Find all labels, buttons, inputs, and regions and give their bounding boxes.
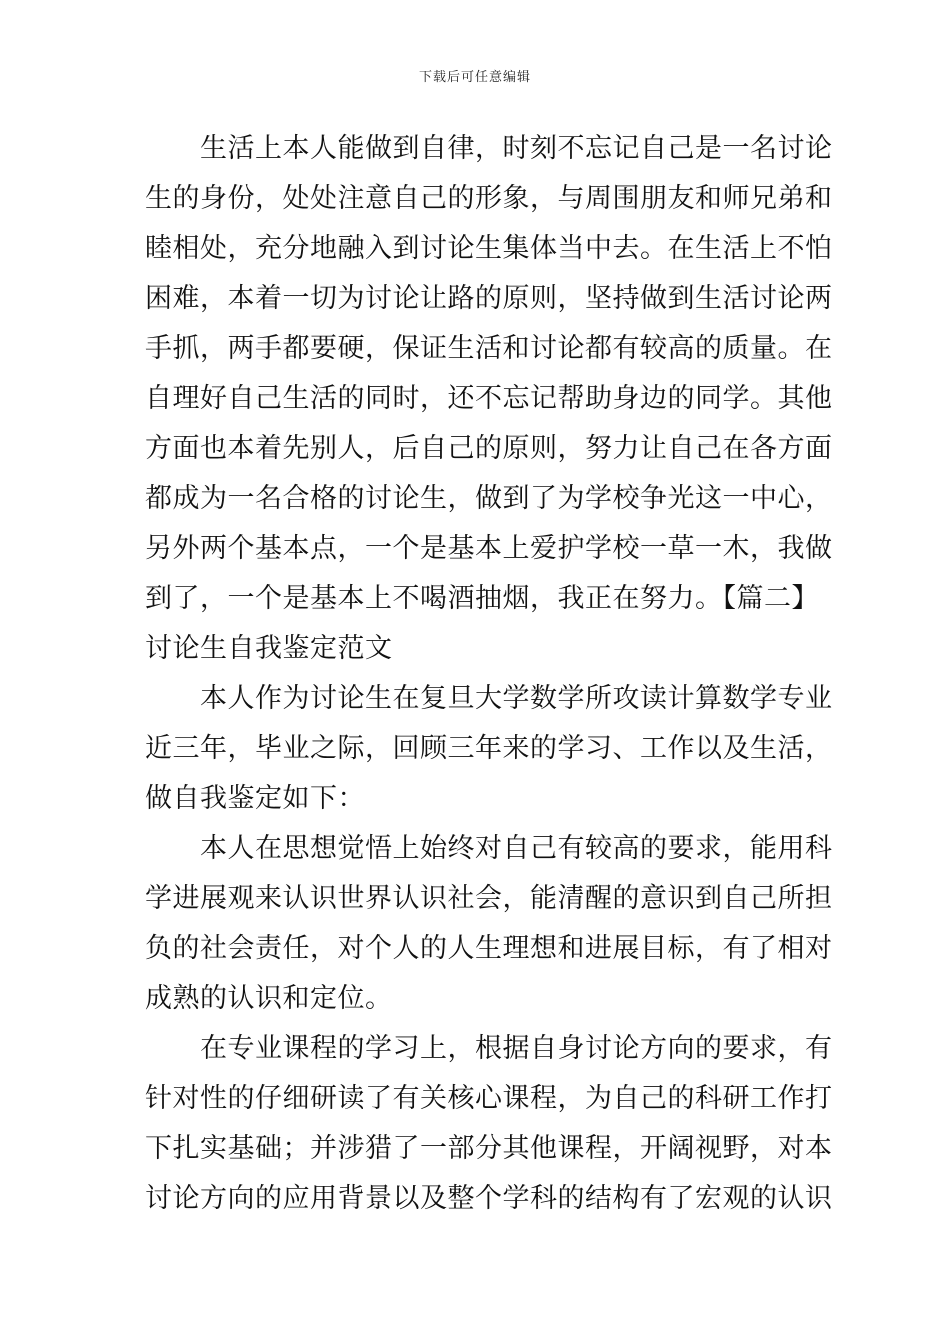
text-line: 手抓，两手都要硬，保证生活和讨论都有较高的质量。在 [145,333,833,364]
text-line: 到了，一个是基本上不喝酒抽烟，我正在努力。【篇二】 [145,583,819,614]
text-line: 睦相处，充分地融入到讨论生集体当中去。在生活上不怕 [145,233,833,264]
text-line: 成熟的认识和定位。 [145,983,393,1014]
document-body [145,124,833,1224]
text-line: 本人作为讨论生在复旦大学数学所攻读计算数学专业 [145,683,833,714]
text-line: 讨论方向的应用背景以及整个学科的结构有了宏观的认识 [145,1183,833,1214]
text-line: 在专业课程的学习上，根据自身讨论方向的要求，有 [145,1033,833,1064]
text-line: 自理好自己生活的同时，还不忘记帮助身边的同学。其他 [145,383,833,414]
section-title-line: 讨论生自我鉴定范文 [145,633,393,664]
text-line: 困难，本着一切为讨论让路的原则，坚持做到生活讨论两 [145,283,833,314]
text-line: 另外两个基本点，一个是基本上爱护学校一草一木，我做 [145,533,833,564]
text-line: 生活上本人能做到自律，时刻不忘记自己是一名讨论 [145,133,833,164]
text-line: 负的社会责任，对个人的人生理想和进展目标，有了相对 [145,933,833,964]
text-line: 近三年，毕业之际，回顾三年来的学习、工作以及生活， [145,733,833,764]
text-line: 生的身份，处处注意自己的形象，与周围朋友和师兄弟和 [145,183,833,214]
text-line: 本人在思想觉悟上始终对自己有较高的要求，能用科 [145,833,833,864]
text-line: 都成为一名合格的讨论生，做到了为学校争光这一中心， [145,483,833,514]
header-note: 下载后可任意编辑 [418,70,531,85]
text-line: 下扎实基础；并涉猎了一部分其他课程，开阔视野，对本 [145,1133,833,1164]
text-line: 做自我鉴定如下： [145,783,365,814]
text-line: 方面也本着先别人，后自己的原则，努力让自己在各方面 [145,433,833,464]
text-line: 学进展观来认识世界认识社会，能清醒的意识到自己所担 [145,883,833,914]
text-line: 针对性的仔细研读了有关核心课程，为自己的科研工作打 [145,1083,833,1114]
